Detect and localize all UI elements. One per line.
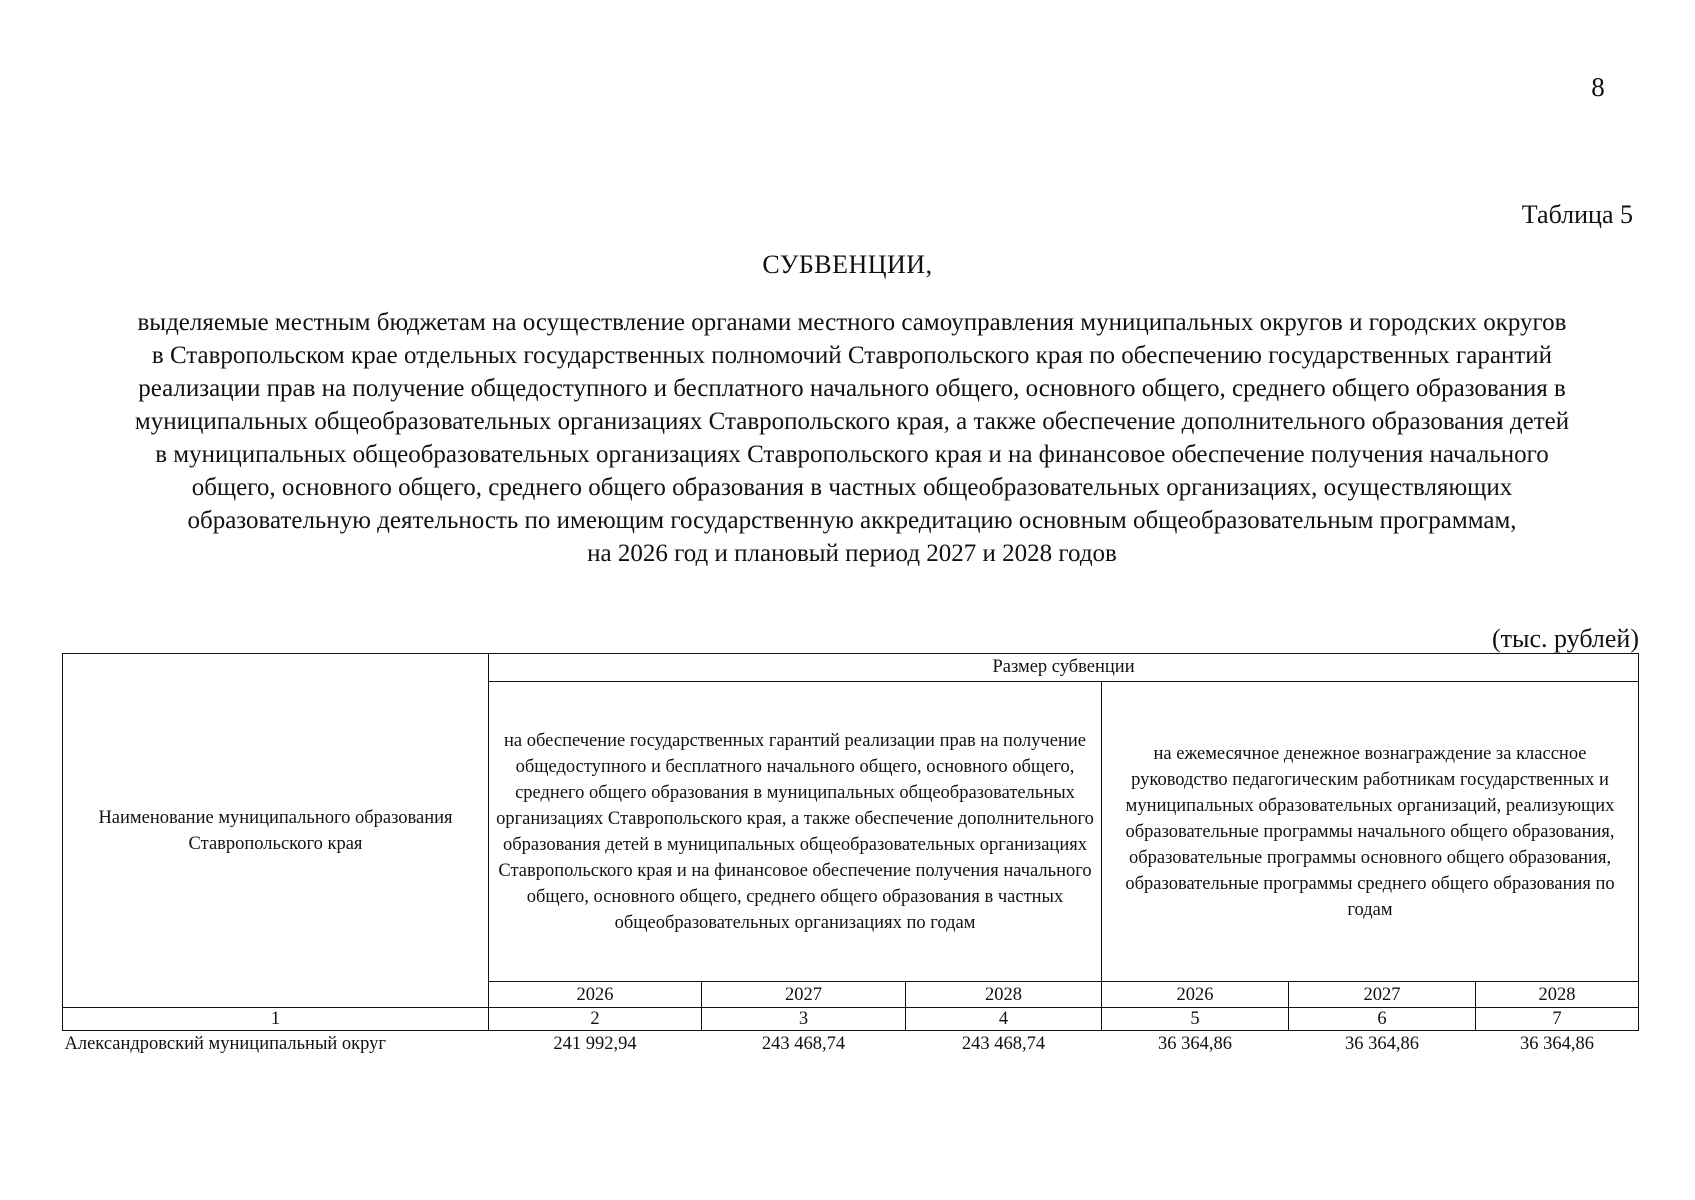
value-cell: 243 468,74: [761, 1033, 846, 1054]
value-cell: 243 468,74: [961, 1033, 1046, 1054]
subvention-size-header: Размер субвенции: [489, 654, 1639, 682]
guarantees-group-header: [489, 682, 1102, 982]
subtitle-line: выделяемые местным бюджетам на осуществление органами местного самоуправления муниципальных округов и городских округов: [137, 309, 1567, 336]
class-guidance-group-text: на ежемесячное денежное вознаграждение за классное руководство педагогическим работникам государственных и муниципальных образовательных организаций, реализующих образовательные программы начального общего образования, образовательные программы основного общего образования, образовательные программы среднего общего образования по годам: [1125, 743, 1615, 920]
year-header: 2028: [906, 982, 1102, 1008]
column-number: 5: [1102, 1008, 1289, 1031]
class-guidance-group-header: [1102, 682, 1639, 982]
subventions-table: [62, 653, 1639, 1057]
subtitle-line: в Ставропольском крае отдельных государственных полномочий Ставропольского края по обеспечению государственных гарантий: [151, 342, 1553, 369]
guarantees-group-text: на обеспечение государственных гарантий реализации прав на получение общедоступного и бесплатного начального общего, основного общего, среднего общего образования в муниципальных общеобразовательных организациях Ставропольского края, а также обеспечение дополнительного образования детей в муниципальных общеобразовательных организациях Ставропольского края и на финансовое обеспечение получения начального общего, основного общего, среднего общего образования в частных общеобразовательных организациях по годам: [496, 730, 1094, 933]
column-number: 2: [489, 1008, 702, 1031]
document-subtitle: [62, 306, 1642, 570]
document-title: СУБВЕНЦИИ,: [762, 250, 933, 279]
year-header: 2026: [1102, 982, 1289, 1008]
table-label: Таблица 5: [1521, 200, 1633, 229]
column-number: 6: [1289, 1008, 1476, 1031]
subtitle-line: на 2026 год и плановый период 2027 и 2028 годов: [587, 540, 1117, 567]
value-cell: 36 364,86: [1345, 1033, 1419, 1054]
year-header: 2027: [1289, 982, 1476, 1008]
subtitle-line: образовательную деятельность по имеющим государственную аккредитацию основным общеобразовательным программам,: [187, 507, 1517, 534]
subtitle-line: муниципальных общеобразовательных организациях Ставропольского края, а также обеспечение дополнительного образования детей: [134, 408, 1570, 435]
value-cell: 36 364,86: [1158, 1033, 1232, 1054]
value-cell: 36 364,86: [1520, 1033, 1595, 1054]
municipality-name-header: Наименование муниципального образования Ставропольского края: [63, 654, 489, 1008]
subtitle-line: общего, основного общего, среднего общего образования в частных общеобразовательных организациях, осуществляющих: [191, 474, 1513, 501]
units-label: (тыс. рублей): [1491, 624, 1639, 653]
subtitle-line: реализации прав на получение общедоступного и бесплатного начального общего, основного общего, среднего общего образования в: [138, 375, 1566, 402]
column-number: 7: [1476, 1008, 1639, 1031]
year-header: 2027: [702, 982, 906, 1008]
page-number: 8: [1591, 72, 1605, 102]
subtitle-line: в муниципальных общеобразовательных организациях Ставропольского края и на финансовое обеспечение получения начального: [155, 441, 1549, 468]
municipality-name: Александровский муниципальный округ: [64, 1033, 386, 1054]
year-header: 2028: [1476, 982, 1639, 1008]
year-header: 2026: [489, 982, 702, 1008]
table-row: [63, 1031, 1639, 1058]
value-cell: 241 992,94: [553, 1033, 637, 1054]
column-number: 4: [906, 1008, 1102, 1031]
column-number: 1: [63, 1008, 489, 1031]
column-number: 3: [702, 1008, 906, 1031]
